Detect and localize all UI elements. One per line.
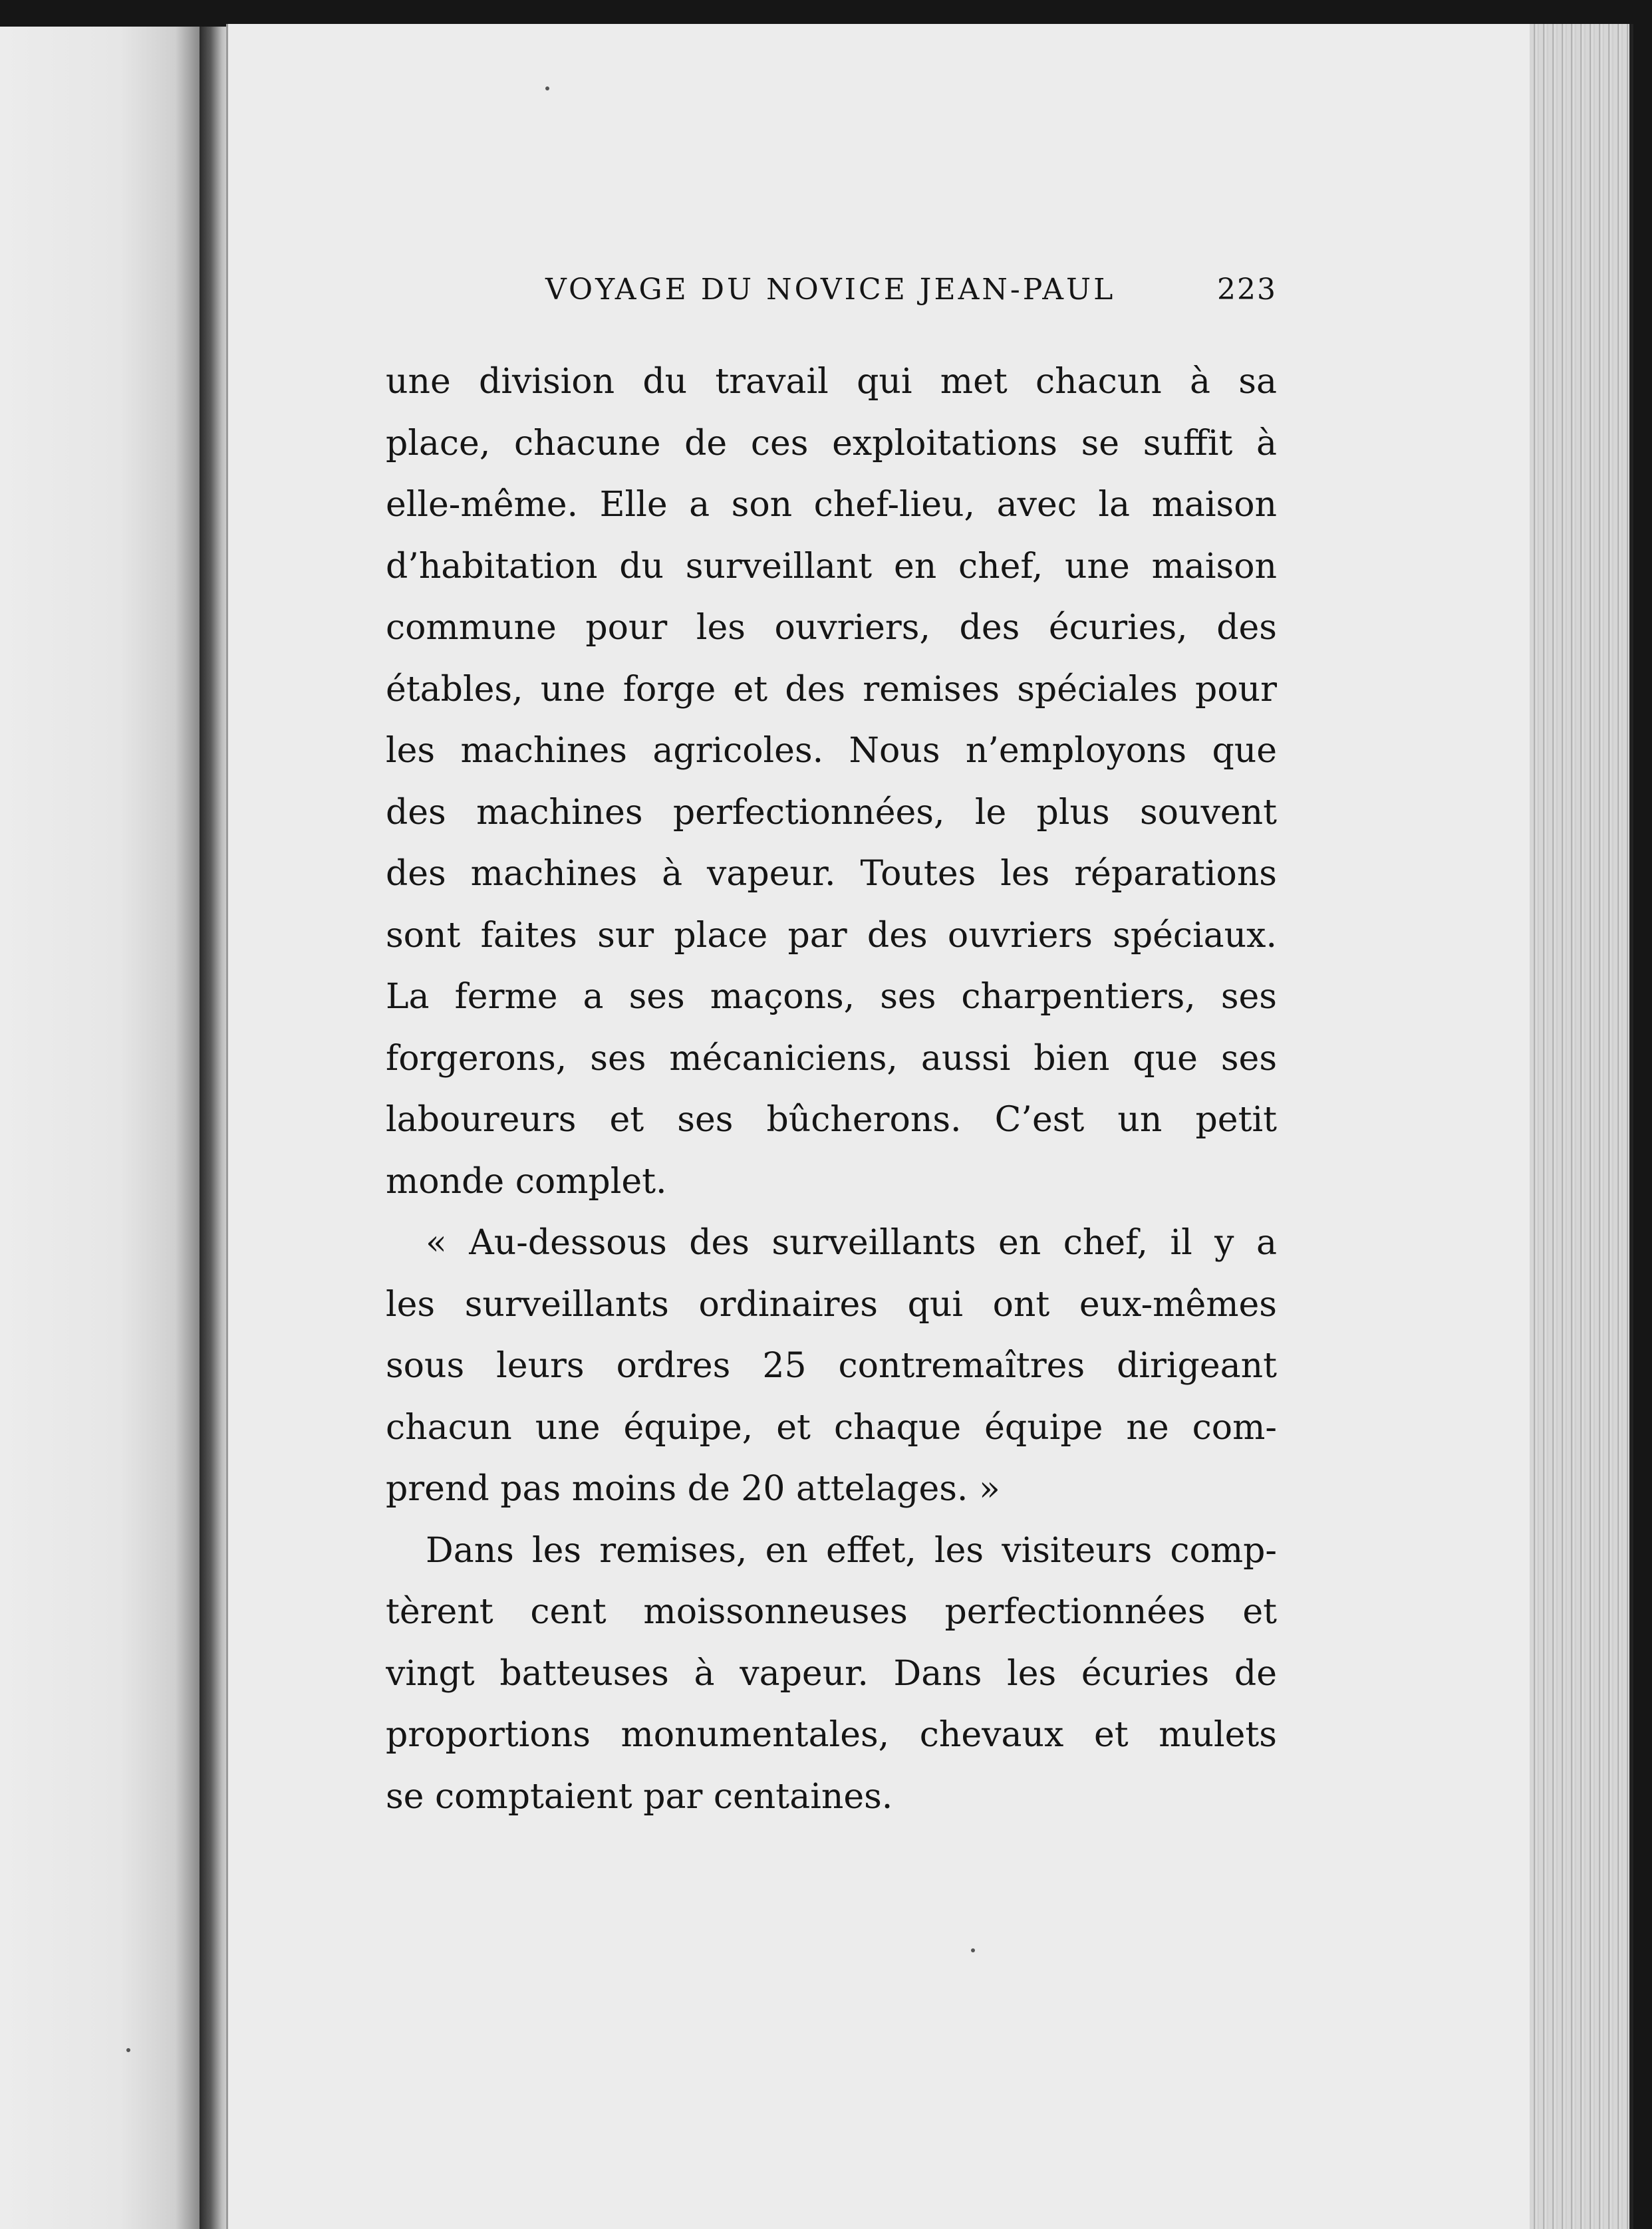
text-line: monde complet. xyxy=(386,1161,667,1202)
previous-page xyxy=(0,27,200,2229)
paper-speck xyxy=(971,1948,975,1952)
text-line: d’habitation du surveillant en chef, une maison xyxy=(386,546,1277,587)
running-head xyxy=(386,273,1277,319)
text-line: les surveillants ordinaires qui ont eux-mêmes xyxy=(386,1284,1277,1325)
text-line: se comptaient par centaines. xyxy=(386,1776,893,1817)
text-line: « Au-dessous des surveillants en chef, il y a xyxy=(426,1223,1277,1263)
paper-speck xyxy=(126,2048,130,2052)
text-line: étables, une forge et des remises spéciales pour xyxy=(386,669,1277,710)
text-line: sous leurs ordres 25 contremaîtres dirigeant xyxy=(386,1346,1277,1386)
page-text xyxy=(386,273,1277,1827)
text-line: chacun une équipe, et chaque équipe ne com- xyxy=(386,1407,1277,1448)
text-line: place, chacune de ces exploitations se suffit à xyxy=(386,423,1277,463)
text-line: Dans les remises, en effet, les visiteurs comp- xyxy=(426,1530,1277,1571)
text-line: vingt batteuses à vapeur. Dans les écuries de xyxy=(386,1653,1277,1694)
text-line: laboureurs et ses bûcherons. C’est un petit xyxy=(386,1100,1277,1140)
text-line: des machines à vapeur. Toutes les réparations xyxy=(386,854,1277,894)
paper-speck xyxy=(545,86,549,90)
text-line: La ferme a ses maçons, ses charpentiers, ses xyxy=(386,977,1277,1017)
text-line: une division du travail qui met chacun à sa xyxy=(386,362,1277,402)
text-line: sont faites sur place par des ouvriers spéciaux. xyxy=(386,915,1277,956)
paragraph xyxy=(386,1520,1277,1828)
text-line: tèrent cent moissonneuses perfectionnées et xyxy=(386,1592,1277,1632)
text-line: forgerons, ses mécaniciens, aussi bien que ses xyxy=(386,1038,1277,1079)
text-line: commune pour les ouvriers, des écuries, des xyxy=(386,608,1277,648)
page-edges xyxy=(1530,24,1633,2229)
page-number: 223 xyxy=(1217,273,1277,307)
text-line: prend pas moins de 20 attelages. » xyxy=(386,1469,1000,1509)
text-line: les machines agricoles. Nous n’employons que xyxy=(386,731,1277,771)
text-line: elle-même. Elle a son chef-lieu, avec la maison xyxy=(386,485,1277,525)
text-line: proportions monumentales, chevaux et mulets xyxy=(386,1715,1277,1755)
paragraph xyxy=(386,351,1277,1212)
body-text xyxy=(386,351,1277,1827)
running-title: VOYAGE DU NOVICE JEAN-PAUL xyxy=(545,273,1116,307)
paragraph xyxy=(386,1212,1277,1520)
text-line: des machines perfectionnées, le plus souvent xyxy=(386,792,1277,833)
